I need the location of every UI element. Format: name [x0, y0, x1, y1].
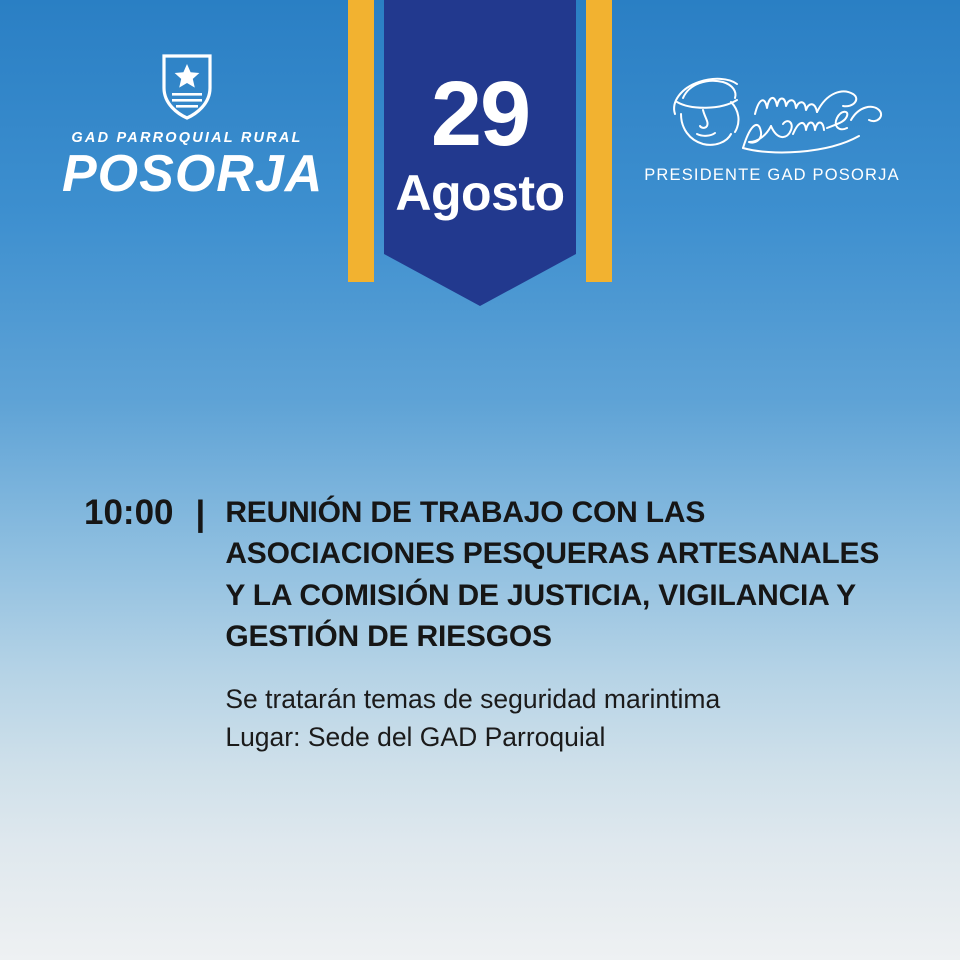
ribbon-gold-left-stripe [348, 0, 374, 282]
shield-star-icon [150, 48, 224, 122]
agenda-separator: | [195, 494, 206, 533]
event-day: 29 [430, 63, 530, 165]
date-ribbon [348, 0, 612, 340]
event-month: Agosto [395, 165, 565, 221]
agenda-note-location: Lugar: Sede del GAD Parroquial [225, 721, 606, 752]
ribbon-date-text [384, 0, 576, 221]
president-caption: PRESIDENTE GAD POSORJA [644, 166, 900, 184]
agenda-note-topic: Se tratarán temas de seguridad marintima [225, 683, 721, 714]
logo-name: POSORJA [62, 145, 324, 203]
handwritten-signature-icon [647, 62, 897, 154]
agenda-title: REUNIÓN DE TRABAJO CON LAS ASOCIACIONES PESQUERAS ARTESANALES Y LA COMISIÓN DE JUSTICIA, VIGILANCIA Y GESTIÓN DE RIESGOS [225, 496, 880, 654]
agenda-entry [84, 492, 894, 756]
president-signature-block [632, 62, 912, 185]
agenda-notes [225, 680, 894, 757]
agenda-time: 10:00 [84, 493, 174, 532]
agenda-body [225, 492, 894, 756]
gad-posorja-logo [62, 48, 324, 203]
ribbon-gold-right-stripe [586, 0, 612, 282]
logo-caption: GAD PARROQUIAL RURAL [71, 130, 303, 146]
